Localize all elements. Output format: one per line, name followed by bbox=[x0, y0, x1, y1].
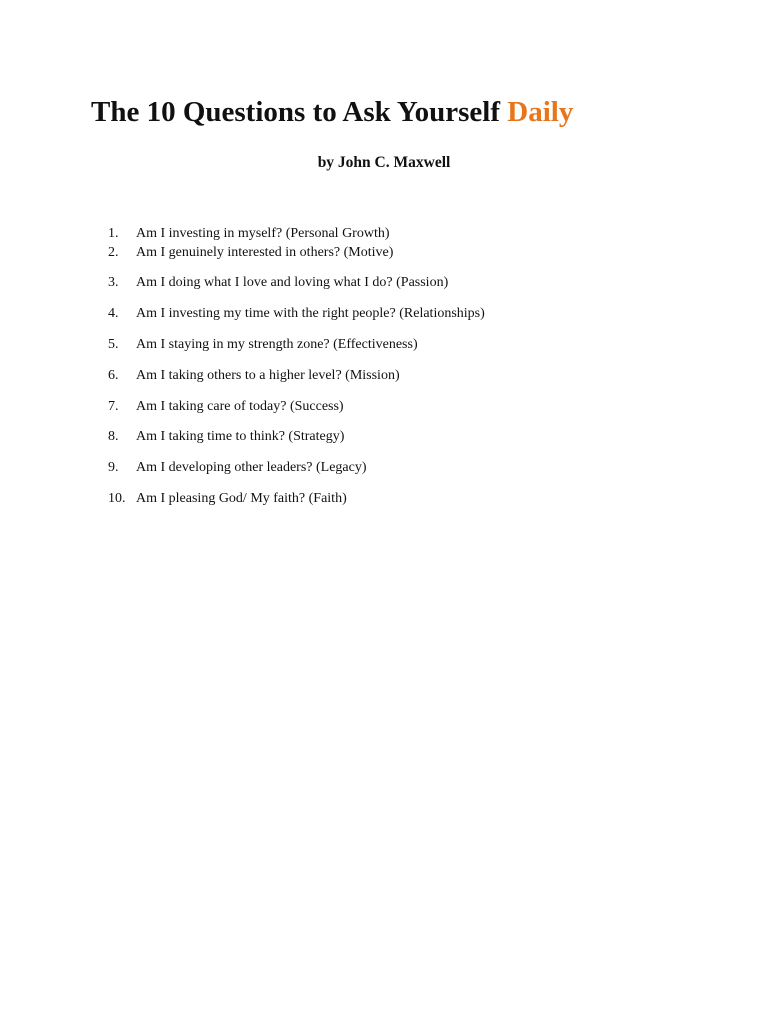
list-item bbox=[108, 458, 367, 478]
list-item-number: 3. bbox=[108, 275, 119, 290]
list-item-number: 9. bbox=[108, 460, 119, 475]
list-item-text: Am I taking care of today? (Success) bbox=[136, 399, 344, 414]
list-item-text: Am I doing what I love and loving what I do? (Passion) bbox=[136, 275, 449, 290]
title-accent: Daily bbox=[507, 96, 574, 128]
list-item bbox=[108, 243, 393, 263]
list-item-text: Am I taking others to a higher level? (Mission) bbox=[136, 368, 400, 383]
title-main: The 10 Questions to Ask Yourself bbox=[91, 96, 501, 128]
list-item-number: 8. bbox=[108, 429, 119, 444]
list-item bbox=[108, 366, 400, 386]
list-item-number: 6. bbox=[108, 368, 119, 383]
author-byline: by John C. Maxwell bbox=[317, 154, 451, 171]
page-title bbox=[91, 92, 573, 132]
list-item-number: 5. bbox=[108, 337, 119, 352]
list-item-number: 10. bbox=[108, 491, 126, 506]
list-item bbox=[108, 397, 344, 417]
list-item-text: Am I taking time to think? (Strategy) bbox=[136, 429, 345, 444]
list-item bbox=[108, 335, 418, 355]
list-item bbox=[108, 224, 390, 244]
list-item-number: 2. bbox=[108, 245, 119, 260]
list-item-text: Am I investing in myself? (Personal Growth) bbox=[136, 226, 390, 241]
list-item bbox=[108, 273, 448, 293]
list-item bbox=[108, 427, 344, 447]
list-item-text: Am I staying in my strength zone? (Effectiveness) bbox=[136, 337, 418, 352]
list-item-number: 7. bbox=[108, 399, 119, 414]
list-item-text: Am I investing my time with the right people? (Relationships) bbox=[136, 306, 485, 321]
list-item bbox=[108, 304, 485, 324]
list-item bbox=[108, 489, 347, 509]
list-item-text: Am I genuinely interested in others? (Motive) bbox=[136, 245, 394, 260]
list-item-number: 4. bbox=[108, 306, 119, 321]
list-item-text: Am I pleasing God/ My faith? (Faith) bbox=[136, 491, 347, 506]
list-item-number: 1. bbox=[108, 226, 119, 241]
list-item-text: Am I developing other leaders? (Legacy) bbox=[136, 460, 367, 475]
